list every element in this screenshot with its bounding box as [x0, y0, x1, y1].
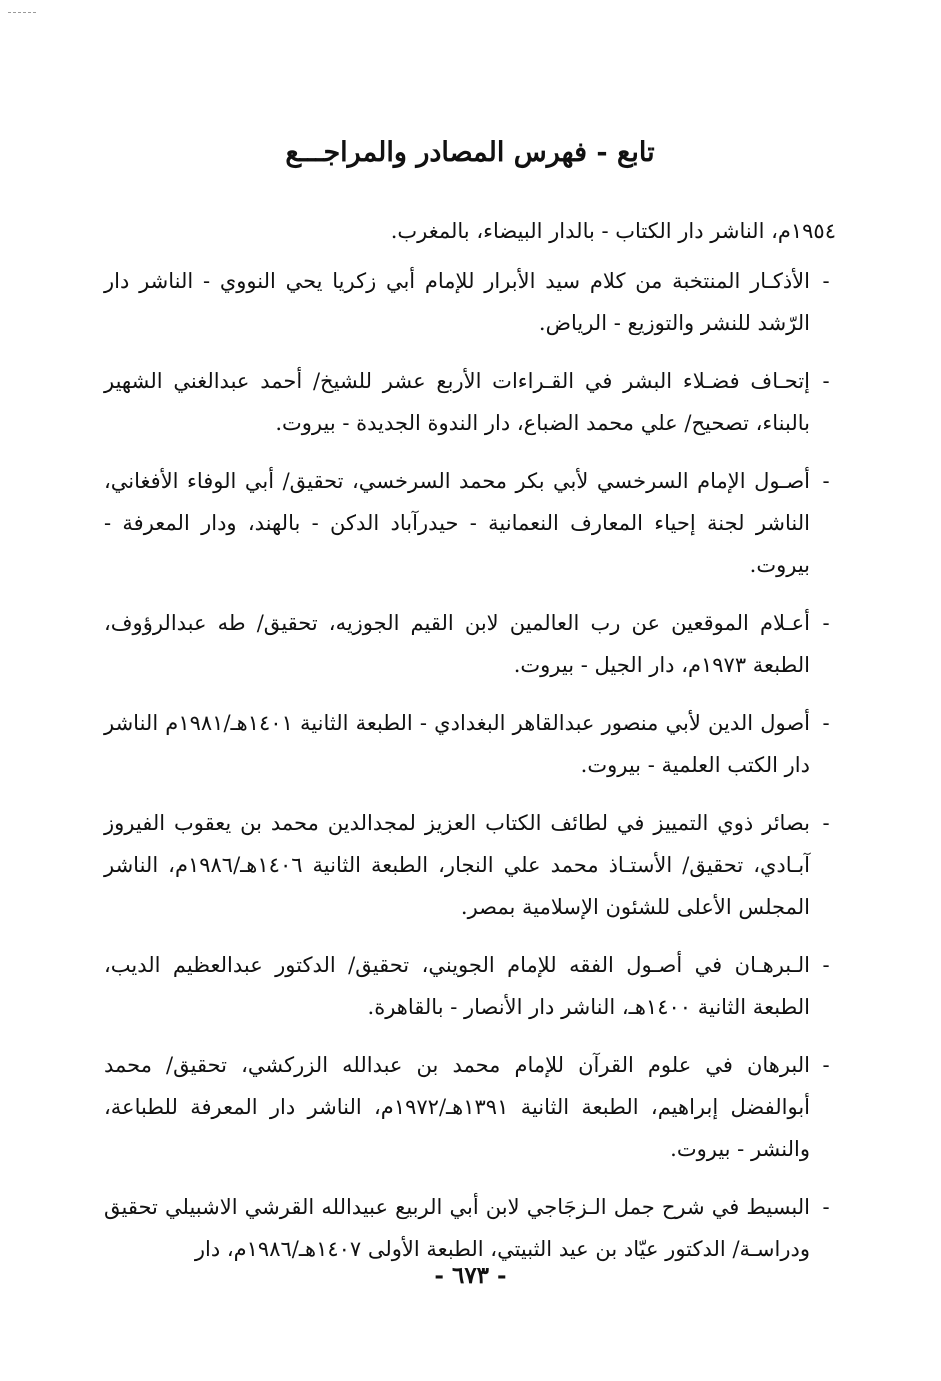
entry-dash: - [822, 811, 830, 835]
entry-dash: - [822, 369, 830, 393]
entry-text: أصول الدين لأبي منصور عبدالقاهر البغدادي - الطبعة الثانية ١٤٠١هـ/١٩٨١م الناشر دار الكتب العلمية - بيروت. [104, 711, 811, 777]
entry-dash: - [822, 711, 830, 735]
entry-text: بصائر ذوي التمييز في لطائف الكتاب العزيز لمجدالدين محمد بن يعقوب الفيروز آبـادي، تحقيق/ الأستـاذ محمد علي النجار، الطبعة الثانية ١٤٠٦هـ/١٩٨٦م، الناشر المجلس الأعلى للشئون الإسلامية بمصر. [104, 811, 810, 919]
entry-dash: - [822, 611, 830, 635]
page-title: تابع - فهرس المصادر والمراجـــع [285, 137, 655, 168]
page-number: - ٦٧٣ - [434, 1262, 507, 1289]
entry-text: الـبرهـان في أصـول الفقه للإمام الجويني، تحقيق/ الدكتور عبدالعظيم الديب، الطبعة الثانية ١٤٠٠هـ، الناشر دار الأنصار - بالقاهرة. [104, 953, 810, 1019]
entry-text: أصـول الإمام السرخسي لأبي بكر محمد السرخسي، تحقيق/ أبي الوفاء الأفغاني، الناشر لجنة إحياء المعارف النعمانية - حيدرآباد الدكن - بالهند، ودار المعرفة - بيروت. [104, 469, 810, 577]
bibliography-list [104, 260, 836, 1270]
continued-entry-text: ١٩٥٤م، الناشر دار الكتاب - بالدار البيضاء، بالمغرب. [390, 219, 836, 243]
entry-dash: - [822, 1053, 830, 1077]
bibliography-entry [104, 460, 836, 586]
bibliography-entry [104, 602, 836, 686]
entry-text: البرهان في علوم القرآن للإمام محمد بن عبدالله الزركشي، تحقيق/ محمد أبوالفضل إبراهيم، الطبعة الثانية ١٣٩١هـ/١٩٧٢م، الناشر دار المعرفة للطباعة، والنشر - بيروت. [104, 1053, 811, 1161]
bibliography-entry [104, 360, 836, 444]
scan-corner-mark [8, 12, 36, 13]
entry-text: البسيط في شرح جمل الـزجَاجي لابن أبي الربيع عبيدالله القرشي الاشبيلي تحقيق ودراسـة/ الدكتور عيّاد بن عيد الثبيتي، الطبعة الأولى ١٤٠٧هـ/١٩٨٦م، دار [104, 1195, 810, 1261]
document-page [104, 128, 836, 1286]
entry-dash: - [822, 1195, 830, 1219]
bibliography-entry [104, 702, 836, 786]
bibliography-entry [104, 944, 836, 1028]
entry-dash: - [822, 269, 830, 293]
entry-text: الأذكـار المنتخبة من كلام سيد الأبرار للإمام أبي زكريا يحي النووي - الناشر دار الرّشد للنشر والتوزيع - الرياض. [104, 269, 810, 335]
bibliography-entry [104, 1186, 836, 1270]
entry-dash: - [822, 953, 830, 977]
entry-dash: - [822, 469, 830, 493]
bibliography-entry [104, 1044, 836, 1170]
bibliography-entry [104, 802, 836, 928]
bibliography-entry [104, 260, 836, 344]
entry-text: إتحـاف فضـلاء البشر في القـراءات الأربع عشر للشيخ/ أحمد عبدالغني الشهير بالبناء، تصحيح/ علي محمد الضباع، دار الندوة الجديدة - بيروت. [104, 369, 810, 435]
entry-text: أعـلام الموقعين عن رب العالمين لابن القيم الجوزيه، تحقيق/ طه عبدالرؤوف، الطبعة ١٩٧٣م، دار الجيل - بيروت. [104, 611, 810, 677]
